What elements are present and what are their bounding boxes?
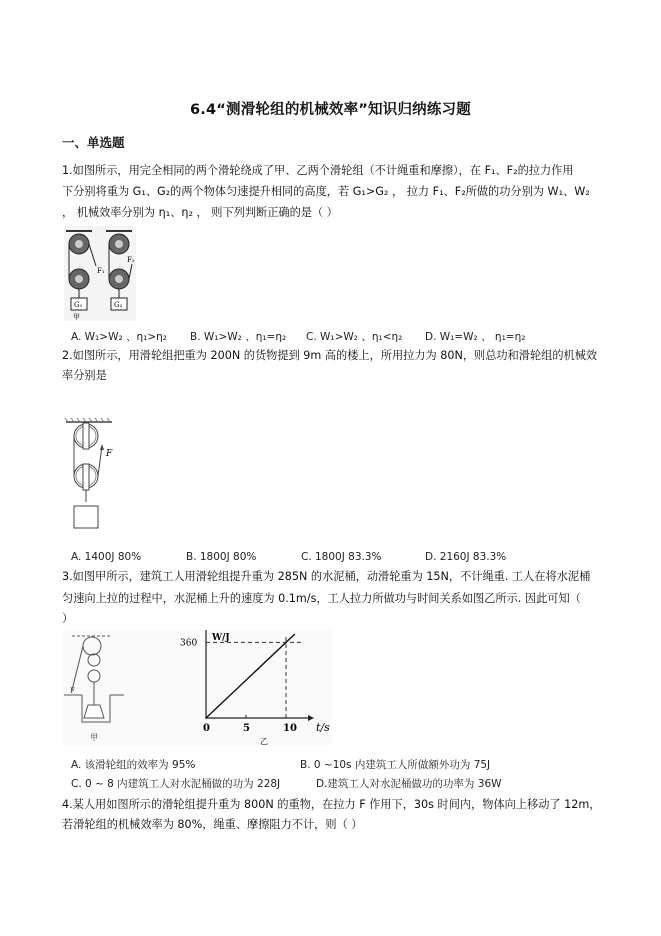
x-axis-label: t/s bbox=[316, 721, 330, 734]
q3-line-1: 3.如图甲所示，建筑工人用滑轮组提升重为 285N 的水泥桶，动滑轮重为 15N，不计绳重. 工人在将水泥桶 bbox=[62, 570, 591, 583]
q2-option-d[interactable]: D. 2160J 83.3% bbox=[425, 551, 507, 563]
g2-label: G₂ bbox=[114, 301, 123, 309]
q3-line-2: 匀速向上拉的过程中，水泥桶上升的速度为 0.1m/s，工人拉力所做功与时间关系如图乙所示. 因此可知（ bbox=[62, 592, 581, 605]
q2-pulley-figure bbox=[64, 418, 134, 538]
q3-figures bbox=[62, 630, 332, 745]
q1-option-c[interactable]: C. W₁>W₂ 、η₁<η₂ bbox=[306, 331, 403, 343]
q2-option-c[interactable]: C. 1800J 83.3% bbox=[301, 551, 382, 563]
q1-line-2: 下分别将重为 G₁、G₂的两个物体匀速提升相同的高度，若 G₁>G₂ ， 拉力 F₁、F₂所做的功分别为 W₁、W₂ bbox=[62, 185, 590, 198]
q2-line-1: 2.如图所示，用滑轮组把重为 200N 的货物提到 9m 高的楼上，所用拉力为 80N，则总功和滑轮组的机械效 bbox=[62, 349, 598, 362]
q3-jia-label: 甲 bbox=[90, 733, 98, 742]
q1-option-a[interactable]: A. W₁>W₂ 、η₁>η₂ bbox=[71, 331, 168, 343]
q1-pulley-figure bbox=[64, 226, 136, 321]
x-tick-label: 0 bbox=[203, 723, 210, 734]
q1-line-3: ， 机械效率分别为 η₁、η₂ ， 则下列判断正确的是（ ） bbox=[62, 206, 338, 219]
g1-label: G₁ bbox=[74, 301, 83, 309]
q2-line-2: 率分别是 bbox=[62, 369, 107, 382]
q3-force-label: F bbox=[70, 687, 75, 695]
q1-line-1: 1.如图所示，用完全相同的两个滑轮绕成了甲、乙两个滑轮组（不计绳重和摩擦），在 F₁、F₂的拉力作用 bbox=[62, 164, 574, 177]
q3-option-c[interactable]: C. 0 ~ 8 内建筑工人对水泥桶做的功为 228J bbox=[71, 778, 281, 790]
x-tick-label: 10 bbox=[283, 723, 297, 734]
x-tick-label: 5 bbox=[243, 723, 250, 734]
q3-option-d[interactable]: D.建筑工人对水泥桶做功的功率为 36W bbox=[316, 778, 502, 790]
q3-option-a[interactable]: A. 该滑轮组的效率为 95% bbox=[71, 759, 196, 771]
q2-option-b[interactable]: B. 1800J 80% bbox=[186, 551, 257, 563]
section-heading: 一、单选题 bbox=[62, 135, 125, 150]
f2-label: F₂ bbox=[127, 256, 135, 264]
q3-option-b[interactable]: B. 0 ~10s 内建筑工人所做额外功为 75J bbox=[300, 759, 491, 771]
page-title: 6.4“测滑轮组的机械效率”知识归纳练习题 bbox=[190, 102, 471, 118]
y-tick-label: 360 bbox=[180, 638, 198, 649]
q2-option-a[interactable]: A. 1400J 80% bbox=[71, 551, 142, 563]
q4-line-1: 4.某人用如图所示的滑轮组提升重为 800N 的重物，在拉力 F 作用下，30s 时间内，物体向上移动了 12m， bbox=[62, 798, 601, 811]
force-label: F bbox=[106, 449, 113, 459]
q3-line-3: ） bbox=[62, 612, 74, 625]
y-axis-label: W/J bbox=[212, 633, 230, 643]
chart-title: 乙 bbox=[260, 737, 268, 745]
q1-option-d[interactable]: D. W₁=W₂ 、 η₁=η₂ bbox=[425, 331, 526, 343]
data-point bbox=[285, 642, 287, 644]
q1-option-b[interactable]: B. W₁>W₂ 、η₁=η₂ bbox=[190, 331, 287, 343]
q4-line-2: 若滑轮组的机械效率为 80%，绳重、摩擦阻力不计，则（ ） bbox=[62, 818, 363, 831]
data-point bbox=[205, 717, 207, 719]
jia-label: 甲 bbox=[73, 313, 80, 321]
f1-label: F₁ bbox=[97, 267, 105, 275]
